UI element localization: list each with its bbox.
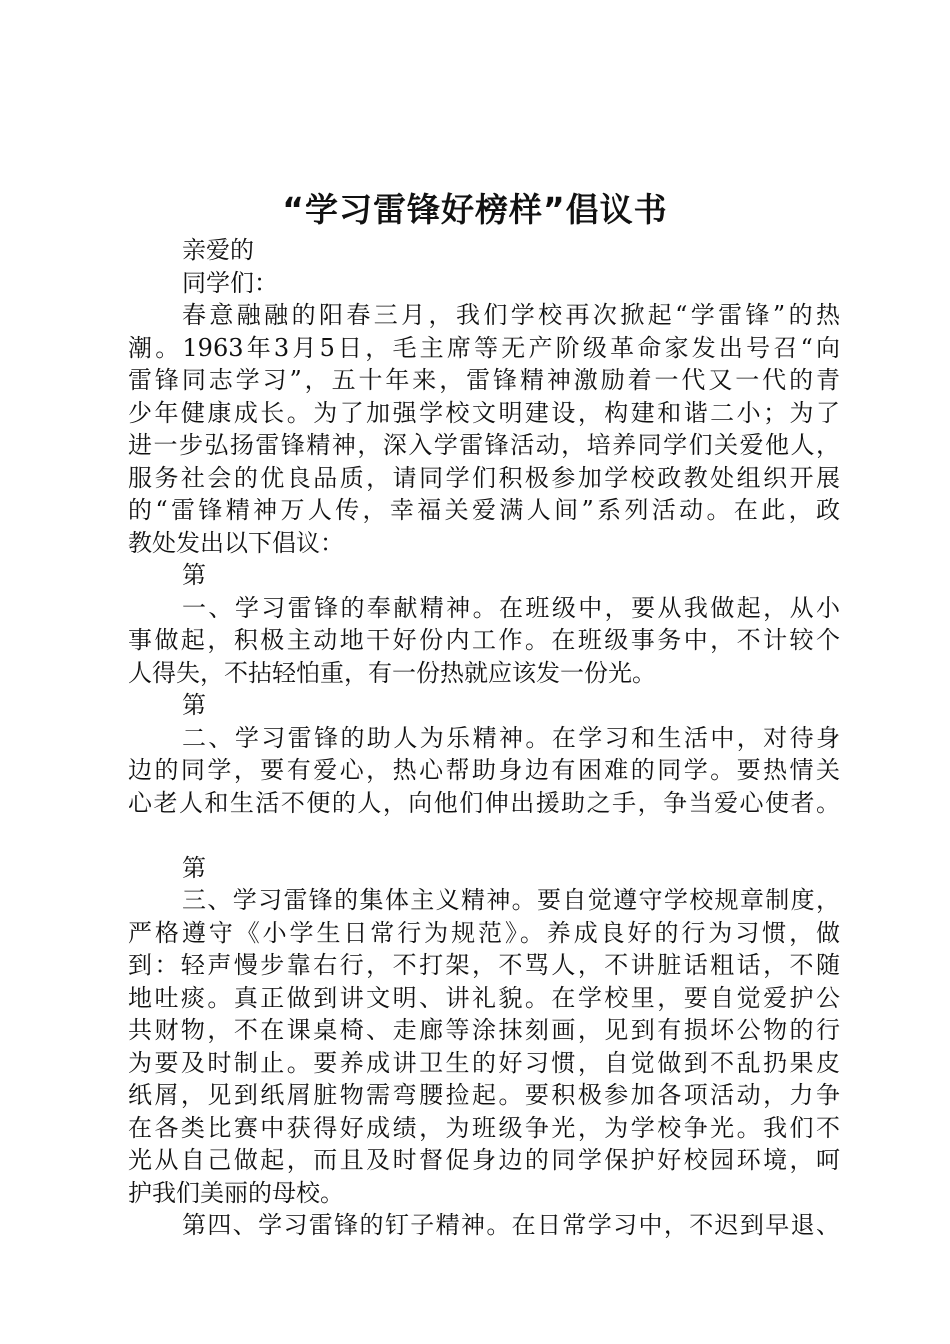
text-line: 少年健康成长。为了加强学校文明建设，构建和谐二小；为了 xyxy=(128,398,840,427)
text-line: 边的同学，要有爱心，热心帮助身边有困难的同学。要热情关 xyxy=(128,756,840,784)
text-line: 严格遵守《小学生日常行为规范》。养成良好的行为习惯，做 xyxy=(128,918,840,947)
text-line: 事做起，积极主动地干好份内工作。在班级事务中，不计较个 xyxy=(128,626,840,654)
text-line: 进一步弘扬雷锋精神，深入学雷锋活动，培养同学们关爱他人， xyxy=(128,431,840,459)
text-line: 潮。1963年3月5日，毛主席等无产阶级革命家发出号召“向 xyxy=(128,333,840,362)
text-line: 在各类比赛中获得好成绩，为班级争光，为学校争光。我们不 xyxy=(128,1113,840,1142)
text-line: 同学们： xyxy=(182,268,278,297)
text-line: 共财物，不在课桌椅、走廊等涂抹刻画，见到有损坏公物的行 xyxy=(128,1016,840,1044)
text-line: 第四、学习雷锋的钉子精神。在日常学习中，不迟到早退、 xyxy=(182,1211,840,1239)
text-line: 服务社会的优良品质，请同学们积极参加学校政教处组织开展 xyxy=(128,463,840,492)
text-line: 第 xyxy=(182,561,206,589)
text-line: 亲爱的 xyxy=(182,236,254,264)
text-line: 地吐痰。真正做到讲文明、讲礼貌。在学校里，要自觉爱护公 xyxy=(128,983,840,1012)
text-line: 到：轻声慢步靠右行，不打架，不骂人，不讲脏话粗话，不随 xyxy=(128,951,840,979)
text-line: 人得失，不拈轻怕重，有一份热就应该发一份光。 xyxy=(128,658,656,687)
text-line: 心老人和生活不便的人，向他们伸出援助之手，争当爱心使者。 xyxy=(128,788,840,817)
text-line: 春意融融的阳春三月，我们学校再次掀起“学雷锋”的热 xyxy=(182,301,840,329)
text-line: 二、学习雷锋的助人为乐精神。在学习和生活中，对待身 xyxy=(182,723,840,752)
text-line: 第 xyxy=(182,853,206,882)
document-title: “学习雷锋好榜样”倡议书 xyxy=(282,190,668,229)
text-line: 第 xyxy=(182,691,206,719)
text-line: 的“雷锋精神万人传，幸福关爱满人间”系列活动。在此，政 xyxy=(128,496,840,524)
text-line: 护我们美丽的母校。 xyxy=(128,1178,344,1207)
text-line: 雷锋同志学习”，五十年来，雷锋精神激励着一代又一代的青 xyxy=(128,366,840,394)
text-line: 光从自己做起，而且及时督促身边的同学保护好校园环境，呵 xyxy=(128,1146,840,1174)
text-line: 纸屑，见到纸屑脏物需弯腰捡起。要积极参加各项活动，力争 xyxy=(128,1081,840,1109)
text-line: 一、学习雷锋的奉献精神。在班级中，要从我做起，从小 xyxy=(182,593,840,622)
text-line: 为要及时制止。要养成讲卫生的好习惯，自觉做到不乱扔果皮 xyxy=(128,1048,840,1077)
text-line: 教处发出以下倡议： xyxy=(128,528,344,557)
blank-line xyxy=(128,819,840,852)
text-line: 三、学习雷锋的集体主义精神。要自觉遵守学校规章制度， xyxy=(182,886,840,914)
document-body xyxy=(128,234,840,1242)
